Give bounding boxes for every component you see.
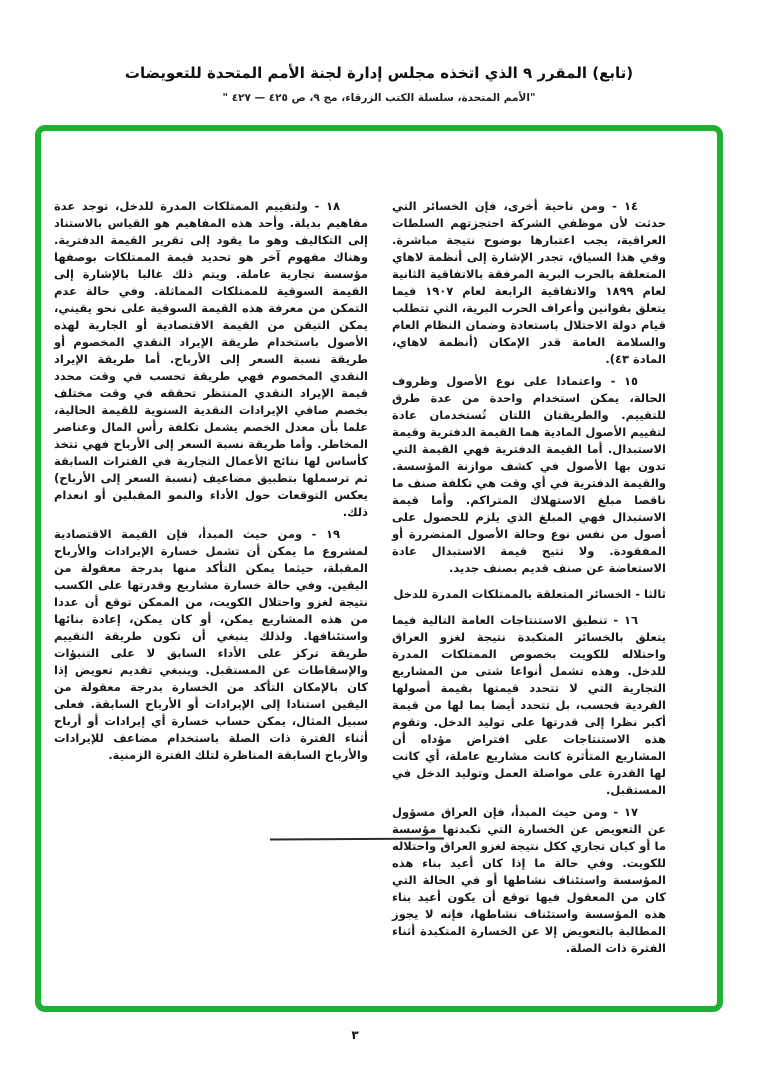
document-subtitle: "الأمم المتحدة، سلسلة الكتب الزرقاء، مج ٩، ص ٤٢٥ — ٤٢٧ "	[222, 92, 536, 104]
page-number: ٣	[351, 1028, 359, 1042]
section-heading-third: ثالثا - الخسائر المتعلقة بالممتلكات المدرة للدخل	[393, 587, 666, 601]
paragraph-18: ١٨ - ولتقييم الممتلكات المدرة للدخل، توجد عدة مفاهيم بديلة. وأحد هذه المفاهيم هو القياس بالاستناد إلى التكاليف وهو ما يقود إلى تقرير القيمة الدفترية. وهناك مفهوم آخر هو تحديد قيمة الممتلكات بوصفها مؤسسة تجارية عاملة. ويتم ذلك غالبا بالإشارة إلى القيمة السوقية للممتلكات المماثلة. وفي حالة عدم التمكن من معرفة هذه القيمة السوقية على نحو يقيني، يمكن التيقن من القيمة الاقتصادية أو الجارية لهذه الأصول باستخدام طريقة الإيراد النقدي المخصوم أو طريقة نسبة السعر إلى الأرباح. أما طريقة الإيراد النقدي المخصوم فهي طريقة تحسب في وقت محدد قيمة الإيراد النقدي المنتظر تحققه في وقت مختلف بخصم صافي الإيرادات النقدية السنوية للقيمة الحالية، علما بأن معدل الخصم يشمل تكلفة رأس المال وعناصر المخاطر. وأما طريقة نسبة السعر إلى الأرباح فهي تتخذ كأساس لها نتائج الأعمال التجارية في الفترات السابقة ثم ترسملها بتطبيق مضاعيف (نسبة السعر إلى الأرباح) يعكس التوقعات حول الأداء والنمو المقبلين أو انعدام ذلك.	[54, 199, 368, 519]
right-text-column	[392, 198, 666, 962]
paragraph-19: ١٩ - ومن حيث المبدأ، فإن القيمة الاقتصادية لمشروع ما يمكن أن تشمل خسارة الإيرادات والأرباح المقبلة، حيثما يمكن التأكد منها بدرجة معقولة من اليقين. وفي حالة خسارة مشاريع وقدرتها على الكسب نتيجة لغزو واحتلال الكويت، من الممكن توقع أن عددا من هذه المشاريع يمكن، أو كان يمكن، إعادة بنائها واستئنافها. ولذلك ينبغي أن تكون طريقة التقييم طريقة تركز على الأداء السابق لا على التنبؤات والإسقاطات عن المستقبل. وينبغي تقديم تعويض إذا كان بالإمكان التأكد من الخسارة بدرجة معقولة من اليقين استنادا إلى الإيرادات أو الأرباح السابقة. فعلى سبيل المثال، يمكن حساب خسارة أي إيرادات أو أرباح أثناء الفترة ذات الصلة باستخدام مضاعف للإيرادات والأرباح السابقة المناظرة لتلك الفترة الزمنية.	[54, 527, 368, 762]
left-text-column	[54, 198, 368, 769]
paragraph-14: ١٤ - ومن ناحية أخرى، فإن الخسائر التي حدثت لأن موظفي الشركة احتجزتهم السلطات العراقية، يجب اعتبارها بوضوح نتيجة مباشرة. وفي هذا السياق، تجدر الإشارة إلى أنظمة لاهاي المتعلقة بالحرب البرية المرفقة بالاتفاقية الثانية لعام ١٨٩٩ والاتفاقية الرابعة لعام ١٩٠٧ فيما يتعلق بقوانين وأعراف الحرب البرية، التي تتطلب قيام دولة الاحتلال باستعادة وضمان النظام العام والسلامة العامة قدر الإمكان (أنظمة لاهاي، المادة ٤٣).	[392, 199, 666, 366]
paragraph-15: ١٥ - واعتمادا على نوع الأصول وظروف الحالة، يمكن استخدام واحدة من عدة طرق للتقييم. والطريقتان اللتان تُستخدمان عادة لتقييم الأصول المادية هما القيمة الدفترية وقيمة الاستبدال. أما القيمة الدفترية فهي القيمة التي تدون بها الأصول في كشف موازنة المؤسسة. والقيمة الدفترية في أي وقت هي تكلفة صنف ما ناقصا مبلغ الاستهلاك المتراكم. وأما قيمة الاستبدال فهي المبلغ الذي يلزم للحصول على أصول من نفس نوع وحالة الأصول المتضررة أو المفقودة. ولا تتيح قيمة الاستبدال عادة الاستعاضة عن صنف قديم بصنف جديد.	[392, 374, 666, 575]
paragraph-16: ١٦ - تنطبق الاستنتاجات العامة التالية فيما يتعلق بالخسائر المتكبدة نتيجة لغزو العراق واحتلاله للكويت بخصوص الممتلكات المدرة للدخل. وهذه تشمل أنواعا شتى من المشاريع التجارية التي لا تتحدد قيمتها بقيمة أصولها الفردية فحسب، بل تتحدد أيضا بما لها من قيمة أكبر نظرا إلى قدرتها على توليد الدخل. وتقوم هذه الاستنتاجات على افتراض مؤداه أن المشاريع المتأثرة كانت مشاريع عاملة، أي كانت لها القدرة على مواصلة العمل وتوليد الدخل في المستقبل.	[392, 613, 666, 797]
paragraph-17: ١٧ - ومن حيث المبدأ، فإن العراق مسؤول عن التعويض عن الخسارة التي تكبدتها مؤسسة ما أو كيان تجاري ككل نتيجة لغزو العراق واحتلاله للكويت. وفي حالة ما إذا كان أعيد بناء هذه المؤسسة واستئناف نشاطها أو في الحالة التي كان من المعقول فيها توقع أن يكون أعيد بناء هذه المؤسسة واستئناف نشاطها، فإنه لا يجوز المطالبة بالتعويض إلا عن الخسارة المتكبدة أثناء الفترة ذات الصلة.	[392, 805, 666, 955]
document-title: (تابع) المقرر ٩ الذي اتخذه مجلس إدارة لجنة الأمم المتحدة للتعويضات	[124, 64, 634, 82]
